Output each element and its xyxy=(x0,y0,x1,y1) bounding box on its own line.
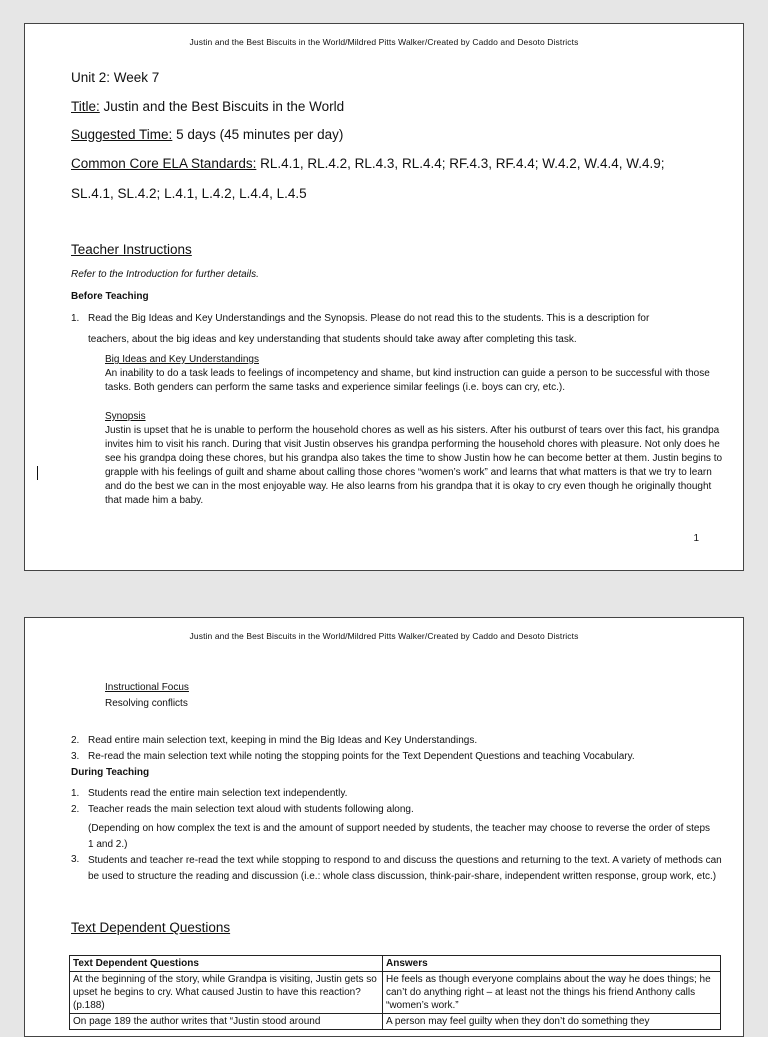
answer-cell: He feels as though everyone complains about the way he does things; he can’t do anything right – at least not the things his friend Anthony calls “women’s work.” xyxy=(383,972,721,1014)
refer-note: Refer to the Introduction for further details. xyxy=(71,269,259,280)
list-text: Students read the entire main selection text independently. xyxy=(88,788,348,799)
during-teaching-heading: During Teaching xyxy=(71,767,150,778)
column-header: Text Dependent Questions xyxy=(70,956,383,972)
list-number: 3. xyxy=(71,751,80,762)
synopsis-text: Justin is upset that he is unable to perform the household chores as well as his sisters. After his outburst of tears over this fact, his grandpa invites him to visit his ranch. During that visit Justin observes his grandpa performing the household chores with pleasure. Not only does he see his grandpa doing these chores, but his grandpa also takes the time to show Justin how he can become better at them. Justin begins to grapple with his feelings of guilt and shame about calling those chores “women’s work” and learns that what matters is that we try to learn and do the best we can in the most enjoyable way. He also learns from his grandpa that it is okay to cry even though he originally thought that made him a baby. xyxy=(105,425,723,506)
list-text: Read entire main selection text, keeping in mind the Big Ideas and Key Understandings. xyxy=(88,735,478,746)
list-number: 1. xyxy=(71,788,80,799)
time-line xyxy=(71,127,343,142)
list-number: 2. xyxy=(71,804,80,815)
big-ideas-text: An inability to do a task leads to feelings of incompetency and shame, but kind instruction can guide a person to be successful with those tasks. Both genders can perform the same tasks and experience similar feelings (i.e. boys can cry, etc.). xyxy=(105,368,710,393)
running-header: Justin and the Best Biscuits in the World/Mildred Pitts Walker/Created by Caddo and Desoto Districts xyxy=(189,631,579,641)
standards-label: Common Core ELA Standards: xyxy=(71,156,257,171)
teacher-instructions-heading: Teacher Instructions xyxy=(71,242,192,257)
text-dependent-questions-heading: Text Dependent Questions xyxy=(71,920,231,935)
column-header: Answers xyxy=(383,956,721,972)
list-text: Teacher reads the main selection text aloud with students following along. xyxy=(88,804,414,815)
question-cell: At the beginning of the story, while Grandpa is visiting, Justin gets so upset he begins to cry. What caused Justin to have this reaction? (p.188) xyxy=(70,972,383,1014)
instructional-focus-heading: Instructional Focus xyxy=(105,682,189,693)
question-cell: On page 189 the author writes that “Justin stood around xyxy=(70,1014,383,1030)
synopsis-heading: Synopsis xyxy=(105,411,146,422)
time-value: 5 days (45 minutes per day) xyxy=(176,127,344,142)
title-value: Justin and the Best Biscuits in the World xyxy=(103,99,345,114)
text-cursor xyxy=(37,466,38,480)
list-item xyxy=(71,803,414,817)
table-row xyxy=(70,1014,721,1030)
list-number: 2. xyxy=(71,735,80,746)
standards-value: RL.4.1, RL.4.2, RL.4.3, RL.4.4; RF.4.3, RF.4.4; W.4.2, W.4.4, W.4.9; xyxy=(260,156,665,171)
big-ideas-heading: Big Ideas and Key Understandings xyxy=(105,354,259,365)
document-page-2 xyxy=(24,617,744,1037)
step-3-text: Students and teacher re-read the text while stopping to respond to and discuss the questions and returning to the text. A variety of methods can be used to structure the reading and discussion (i.e.: whole class discussion, think-pair-share, independent written response, group work, etc.) xyxy=(88,855,722,882)
table-header-row xyxy=(70,956,721,972)
list-item xyxy=(71,787,347,801)
running-header: Justin and the Best Biscuits in the World/Mildred Pitts Walker/Created by Caddo and Desoto Districts xyxy=(189,37,579,47)
instructional-focus-text: Resolving conflicts xyxy=(105,698,188,709)
page-number: 1 xyxy=(693,533,699,544)
standards-line xyxy=(71,156,665,171)
step-3-number: 3. xyxy=(71,854,80,865)
list-text: Re-read the main selection text while noting the stopping points for the Text Dependent Questions and teaching Vocabulary. xyxy=(88,751,635,762)
step-1-line-1: Read the Big Ideas and Key Understandings and the Synopsis. Please do not read this to the students. This is a description for xyxy=(88,313,650,324)
step-1-line-2: teachers, about the big ideas and key understanding that students should take away after completing this task. xyxy=(88,334,577,345)
time-label: Suggested Time: xyxy=(71,127,173,142)
title-line xyxy=(71,99,344,114)
answer-cell: A person may feel guilty when they don’t do something they xyxy=(383,1014,721,1030)
title-label: Title: xyxy=(71,99,100,114)
step-1-number: 1. xyxy=(71,313,80,324)
unit-week: Unit 2: Week 7 xyxy=(71,70,160,85)
list-item xyxy=(71,750,635,764)
document-page-1 xyxy=(24,23,744,571)
text-dependent-questions-table xyxy=(69,955,721,1030)
list-item xyxy=(71,734,477,748)
table-row xyxy=(70,972,721,1014)
before-teaching-heading: Before Teaching xyxy=(71,291,149,302)
reverse-steps-note: (Depending on how complex the text is and the amount of support needed by students, the teacher may choose to reverse the order of steps 1 and 2.) xyxy=(88,823,711,850)
standards-value-cont: SL.4.1, SL.4.2; L.4.1, L.4.2, L.4.4, L.4.5 xyxy=(71,186,307,201)
